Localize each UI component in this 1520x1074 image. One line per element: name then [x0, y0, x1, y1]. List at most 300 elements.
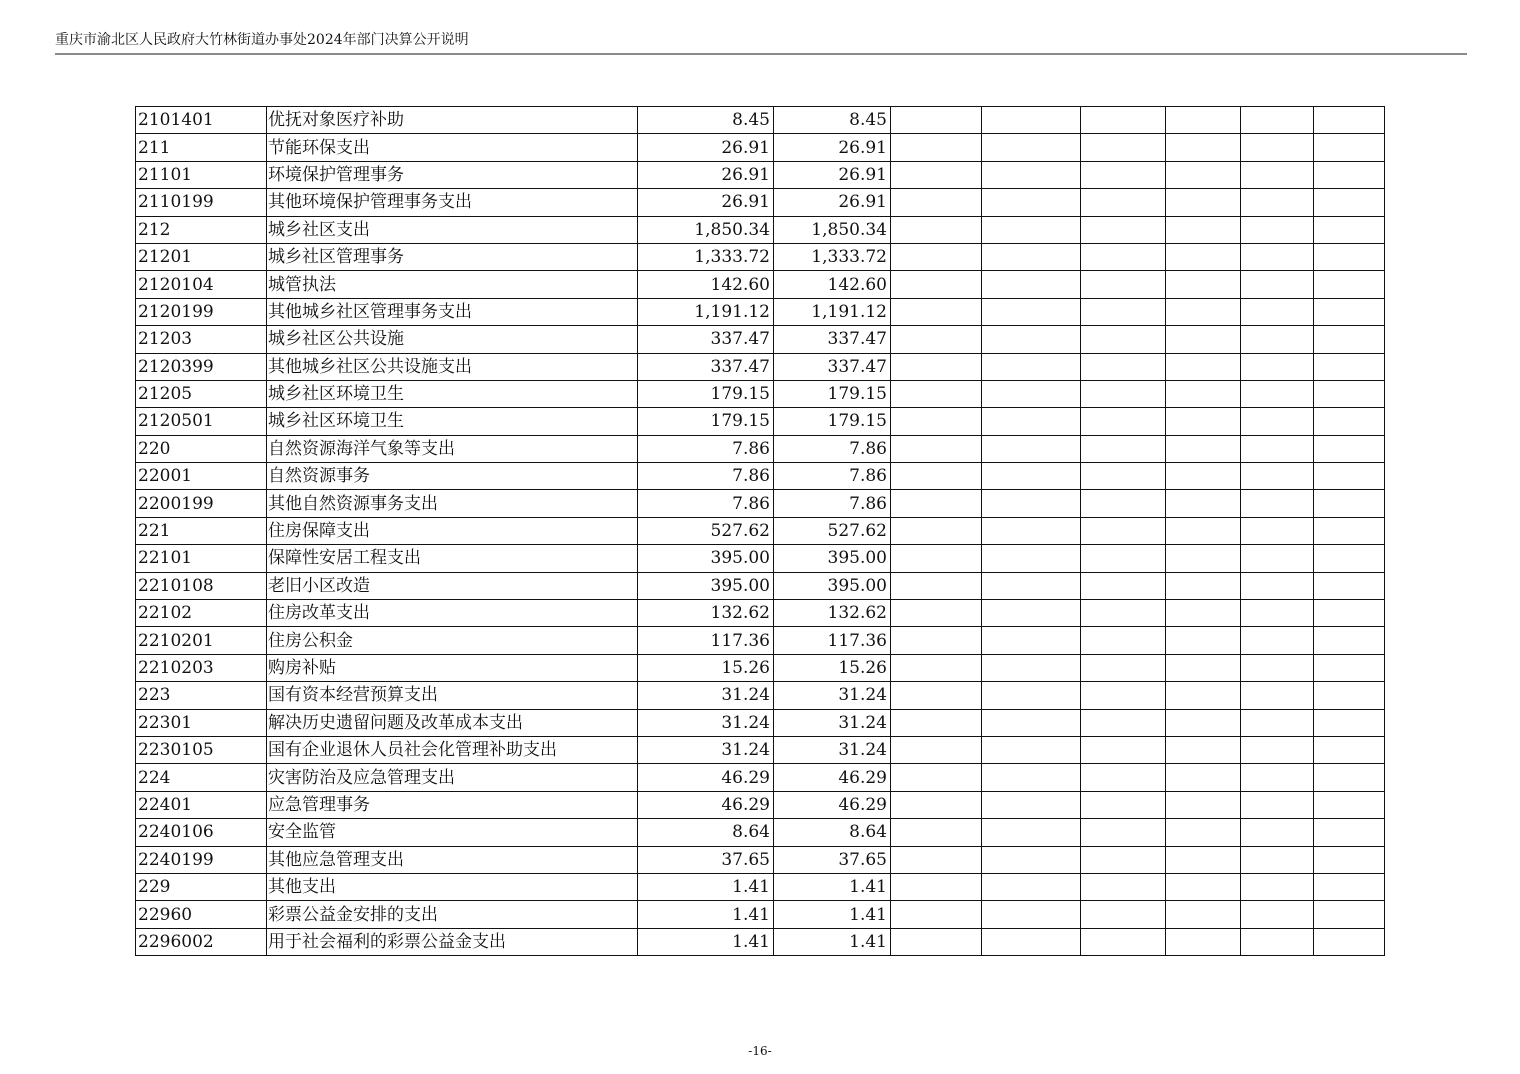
account-code-cell: 22101: [136, 545, 267, 572]
empty-cell: [1241, 517, 1314, 544]
basic-expenditure-cell: 132.62: [774, 600, 891, 627]
basic-expenditure-cell: 46.29: [774, 764, 891, 791]
total-expenditure-cell: 1.41: [638, 928, 774, 955]
basic-expenditure-cell: 8.64: [774, 819, 891, 846]
empty-cell: [1314, 463, 1385, 490]
total-expenditure-cell: 527.62: [638, 517, 774, 544]
account-code-cell: 2210201: [136, 627, 267, 654]
empty-cell: [891, 901, 982, 928]
empty-cell: [982, 928, 1081, 955]
basic-expenditure-cell: 1,850.34: [774, 216, 891, 243]
basic-expenditure-cell: 7.86: [774, 463, 891, 490]
basic-expenditure-cell: 1,191.12: [774, 298, 891, 325]
empty-cell: [1081, 901, 1166, 928]
account-name-cell: 其他应急管理支出: [267, 846, 638, 873]
basic-expenditure-cell: 527.62: [774, 517, 891, 544]
basic-expenditure-cell: 395.00: [774, 545, 891, 572]
empty-cell: [1241, 627, 1314, 654]
empty-cell: [1081, 161, 1166, 188]
account-code-cell: 2200199: [136, 490, 267, 517]
empty-cell: [1314, 846, 1385, 873]
empty-cell: [1314, 572, 1385, 599]
empty-cell: [1314, 791, 1385, 818]
empty-cell: [891, 545, 982, 572]
empty-cell: [1081, 819, 1166, 846]
account-name-cell: 解决历史遗留问题及改革成本支出: [267, 709, 638, 736]
empty-cell: [1241, 298, 1314, 325]
empty-cell: [982, 517, 1081, 544]
basic-expenditure-cell: 31.24: [774, 709, 891, 736]
account-name-cell: 用于社会福利的彩票公益金支出: [267, 928, 638, 955]
empty-cell: [1314, 243, 1385, 270]
basic-expenditure-cell: 395.00: [774, 572, 891, 599]
empty-cell: [1314, 736, 1385, 763]
empty-cell: [1081, 490, 1166, 517]
table-row: [136, 846, 1385, 873]
account-name-cell: 保障性安居工程支出: [267, 545, 638, 572]
account-name-cell: 城乡社区环境卫生: [267, 380, 638, 407]
table-row: [136, 134, 1385, 161]
empty-cell: [1314, 216, 1385, 243]
empty-cell: [1081, 435, 1166, 462]
account-code-cell: 21203: [136, 326, 267, 353]
empty-cell: [982, 627, 1081, 654]
account-name-cell: 其他城乡社区公共设施支出: [267, 353, 638, 380]
empty-cell: [1314, 326, 1385, 353]
empty-cell: [1314, 819, 1385, 846]
empty-cell: [891, 298, 982, 325]
table-row: [136, 463, 1385, 490]
empty-cell: [891, 243, 982, 270]
account-code-cell: 2120501: [136, 408, 267, 435]
empty-cell: [1081, 928, 1166, 955]
account-code-cell: 22102: [136, 600, 267, 627]
document-header-title: 重庆市渝北区人民政府大竹林街道办事处2024年部门决算公开说明: [55, 32, 469, 48]
total-expenditure-cell: 395.00: [638, 572, 774, 599]
empty-cell: [891, 517, 982, 544]
empty-cell: [1081, 627, 1166, 654]
empty-cell: [1166, 627, 1241, 654]
expenditure-table-body: [136, 107, 1385, 956]
account-code-cell: 22301: [136, 709, 267, 736]
empty-cell: [1241, 873, 1314, 900]
empty-cell: [982, 134, 1081, 161]
account-name-cell: 其他支出: [267, 873, 638, 900]
basic-expenditure-cell: 46.29: [774, 791, 891, 818]
account-name-cell: 节能环保支出: [267, 134, 638, 161]
total-expenditure-cell: 31.24: [638, 709, 774, 736]
empty-cell: [982, 107, 1081, 134]
empty-cell: [1241, 134, 1314, 161]
empty-cell: [1166, 243, 1241, 270]
empty-cell: [1081, 107, 1166, 134]
empty-cell: [982, 901, 1081, 928]
account-code-cell: 22960: [136, 901, 267, 928]
empty-cell: [1241, 380, 1314, 407]
empty-cell: [982, 764, 1081, 791]
empty-cell: [891, 408, 982, 435]
empty-cell: [1081, 216, 1166, 243]
account-code-cell: 2210203: [136, 654, 267, 681]
account-code-cell: 2230105: [136, 736, 267, 763]
empty-cell: [1241, 271, 1314, 298]
empty-cell: [1166, 791, 1241, 818]
total-expenditure-cell: 7.86: [638, 463, 774, 490]
empty-cell: [1241, 654, 1314, 681]
empty-cell: [1241, 107, 1314, 134]
empty-cell: [1314, 901, 1385, 928]
basic-expenditure-cell: 142.60: [774, 271, 891, 298]
table-row: [136, 709, 1385, 736]
table-row: [136, 545, 1385, 572]
basic-expenditure-cell: 26.91: [774, 134, 891, 161]
empty-cell: [982, 326, 1081, 353]
total-expenditure-cell: 26.91: [638, 161, 774, 188]
empty-cell: [1241, 709, 1314, 736]
empty-cell: [1166, 353, 1241, 380]
empty-cell: [891, 134, 982, 161]
empty-cell: [1241, 326, 1314, 353]
account-code-cell: 2240199: [136, 846, 267, 873]
total-expenditure-cell: 142.60: [638, 271, 774, 298]
empty-cell: [891, 736, 982, 763]
empty-cell: [1241, 764, 1314, 791]
account-name-cell: 住房保障支出: [267, 517, 638, 544]
table-row: [136, 764, 1385, 791]
basic-expenditure-cell: 1,333.72: [774, 243, 891, 270]
empty-cell: [1241, 463, 1314, 490]
empty-cell: [1314, 161, 1385, 188]
empty-cell: [1166, 600, 1241, 627]
empty-cell: [1081, 189, 1166, 216]
empty-cell: [1166, 380, 1241, 407]
empty-cell: [1081, 709, 1166, 736]
account-code-cell: 21201: [136, 243, 267, 270]
basic-expenditure-cell: 31.24: [774, 682, 891, 709]
empty-cell: [1166, 271, 1241, 298]
empty-cell: [982, 846, 1081, 873]
empty-cell: [1241, 161, 1314, 188]
empty-cell: [1314, 298, 1385, 325]
total-expenditure-cell: 337.47: [638, 326, 774, 353]
empty-cell: [1314, 764, 1385, 791]
account-code-cell: 2296002: [136, 928, 267, 955]
empty-cell: [1314, 380, 1385, 407]
empty-cell: [1166, 107, 1241, 134]
empty-cell: [1166, 463, 1241, 490]
empty-cell: [1314, 189, 1385, 216]
empty-cell: [891, 819, 982, 846]
basic-expenditure-cell: 7.86: [774, 435, 891, 462]
account-name-cell: 购房补贴: [267, 654, 638, 681]
basic-expenditure-cell: 7.86: [774, 490, 891, 517]
account-code-cell: 2120399: [136, 353, 267, 380]
empty-cell: [1241, 189, 1314, 216]
account-name-cell: 自然资源事务: [267, 463, 638, 490]
total-expenditure-cell: 132.62: [638, 600, 774, 627]
empty-cell: [982, 490, 1081, 517]
empty-cell: [1314, 545, 1385, 572]
total-expenditure-cell: 1,333.72: [638, 243, 774, 270]
account-code-cell: 22001: [136, 463, 267, 490]
empty-cell: [1241, 216, 1314, 243]
empty-cell: [891, 791, 982, 818]
empty-cell: [891, 764, 982, 791]
account-name-cell: 老旧小区改造: [267, 572, 638, 599]
empty-cell: [1166, 709, 1241, 736]
table-row: [136, 353, 1385, 380]
basic-expenditure-cell: 37.65: [774, 846, 891, 873]
total-expenditure-cell: 7.86: [638, 435, 774, 462]
basic-expenditure-cell: 26.91: [774, 161, 891, 188]
empty-cell: [1241, 490, 1314, 517]
empty-cell: [1081, 353, 1166, 380]
basic-expenditure-cell: 179.15: [774, 380, 891, 407]
account-name-cell: 城管执法: [267, 271, 638, 298]
account-code-cell: 220: [136, 435, 267, 462]
table-row: [136, 490, 1385, 517]
empty-cell: [1166, 189, 1241, 216]
account-code-cell: 2110199: [136, 189, 267, 216]
empty-cell: [1166, 408, 1241, 435]
empty-cell: [891, 435, 982, 462]
empty-cell: [982, 298, 1081, 325]
empty-cell: [891, 846, 982, 873]
empty-cell: [891, 216, 982, 243]
empty-cell: [1314, 353, 1385, 380]
empty-cell: [1166, 736, 1241, 763]
empty-cell: [1314, 435, 1385, 462]
account-name-cell: 国有企业退休人员社会化管理补助支出: [267, 736, 638, 763]
empty-cell: [982, 353, 1081, 380]
table-row: [136, 107, 1385, 134]
table-row: [136, 517, 1385, 544]
empty-cell: [1241, 819, 1314, 846]
account-name-cell: 城乡社区管理事务: [267, 243, 638, 270]
empty-cell: [1314, 107, 1385, 134]
empty-cell: [1166, 545, 1241, 572]
total-expenditure-cell: 179.15: [638, 380, 774, 407]
empty-cell: [891, 353, 982, 380]
account-code-cell: 21101: [136, 161, 267, 188]
empty-cell: [1081, 600, 1166, 627]
empty-cell: [982, 545, 1081, 572]
empty-cell: [1081, 654, 1166, 681]
account-name-cell: 城乡社区支出: [267, 216, 638, 243]
total-expenditure-cell: 31.24: [638, 682, 774, 709]
table-row: [136, 271, 1385, 298]
total-expenditure-cell: 46.29: [638, 764, 774, 791]
empty-cell: [891, 627, 982, 654]
empty-cell: [891, 271, 982, 298]
empty-cell: [1314, 134, 1385, 161]
empty-cell: [1081, 736, 1166, 763]
empty-cell: [1081, 243, 1166, 270]
empty-cell: [1166, 216, 1241, 243]
table-row: [136, 627, 1385, 654]
basic-expenditure-cell: 31.24: [774, 736, 891, 763]
total-expenditure-cell: 26.91: [638, 189, 774, 216]
empty-cell: [1081, 408, 1166, 435]
empty-cell: [1166, 654, 1241, 681]
total-expenditure-cell: 8.45: [638, 107, 774, 134]
account-code-cell: 2240106: [136, 819, 267, 846]
total-expenditure-cell: 337.47: [638, 353, 774, 380]
empty-cell: [1081, 846, 1166, 873]
empty-cell: [1081, 517, 1166, 544]
account-name-cell: 优抚对象医疗补助: [267, 107, 638, 134]
empty-cell: [1314, 490, 1385, 517]
empty-cell: [891, 873, 982, 900]
empty-cell: [1241, 736, 1314, 763]
account-name-cell: 城乡社区环境卫生: [267, 408, 638, 435]
table-row: [136, 326, 1385, 353]
header-divider: [55, 53, 1467, 55]
total-expenditure-cell: 26.91: [638, 134, 774, 161]
empty-cell: [1314, 682, 1385, 709]
basic-expenditure-cell: 337.47: [774, 353, 891, 380]
basic-expenditure-cell: 337.47: [774, 326, 891, 353]
account-name-cell: 城乡社区公共设施: [267, 326, 638, 353]
empty-cell: [1241, 682, 1314, 709]
empty-cell: [1081, 298, 1166, 325]
empty-cell: [891, 600, 982, 627]
empty-cell: [982, 243, 1081, 270]
total-expenditure-cell: 8.64: [638, 819, 774, 846]
account-code-cell: 223: [136, 682, 267, 709]
empty-cell: [891, 654, 982, 681]
empty-cell: [891, 161, 982, 188]
empty-cell: [1314, 271, 1385, 298]
table-row: [136, 572, 1385, 599]
empty-cell: [1314, 928, 1385, 955]
table-row: [136, 736, 1385, 763]
table-row: [136, 654, 1385, 681]
empty-cell: [982, 408, 1081, 435]
empty-cell: [982, 682, 1081, 709]
empty-cell: [891, 463, 982, 490]
table-row: [136, 873, 1385, 900]
total-expenditure-cell: 395.00: [638, 545, 774, 572]
account-code-cell: 22401: [136, 791, 267, 818]
total-expenditure-cell: 117.36: [638, 627, 774, 654]
empty-cell: [1241, 901, 1314, 928]
empty-cell: [982, 791, 1081, 818]
table-row: [136, 928, 1385, 955]
empty-cell: [891, 490, 982, 517]
account-code-cell: 2210108: [136, 572, 267, 599]
total-expenditure-cell: 7.86: [638, 490, 774, 517]
empty-cell: [1166, 682, 1241, 709]
total-expenditure-cell: 37.65: [638, 846, 774, 873]
account-name-cell: 安全监管: [267, 819, 638, 846]
empty-cell: [982, 271, 1081, 298]
account-code-cell: 229: [136, 873, 267, 900]
table-row: [136, 682, 1385, 709]
table-row: [136, 380, 1385, 407]
account-name-cell: 彩票公益金安排的支出: [267, 901, 638, 928]
account-code-cell: 212: [136, 216, 267, 243]
table-row: [136, 600, 1385, 627]
total-expenditure-cell: 1.41: [638, 873, 774, 900]
basic-expenditure-cell: 26.91: [774, 189, 891, 216]
page-number: -16-: [748, 1044, 772, 1058]
table-row: [136, 298, 1385, 325]
account-name-cell: 国有资本经营预算支出: [267, 682, 638, 709]
empty-cell: [1081, 572, 1166, 599]
empty-cell: [982, 736, 1081, 763]
empty-cell: [1081, 682, 1166, 709]
empty-cell: [982, 435, 1081, 462]
account-name-cell: 其他环境保护管理事务支出: [267, 189, 638, 216]
empty-cell: [1241, 435, 1314, 462]
empty-cell: [1081, 545, 1166, 572]
empty-cell: [982, 380, 1081, 407]
basic-expenditure-cell: 15.26: [774, 654, 891, 681]
total-expenditure-cell: 31.24: [638, 736, 774, 763]
empty-cell: [1166, 901, 1241, 928]
basic-expenditure-cell: 117.36: [774, 627, 891, 654]
empty-cell: [1166, 490, 1241, 517]
empty-cell: [1166, 517, 1241, 544]
empty-cell: [1166, 764, 1241, 791]
basic-expenditure-cell: 1.41: [774, 873, 891, 900]
total-expenditure-cell: 1,850.34: [638, 216, 774, 243]
empty-cell: [1241, 408, 1314, 435]
empty-cell: [1241, 846, 1314, 873]
account-name-cell: 自然资源海洋气象等支出: [267, 435, 638, 462]
account-name-cell: 灾害防治及应急管理支出: [267, 764, 638, 791]
basic-expenditure-cell: 1.41: [774, 928, 891, 955]
table-row: [136, 161, 1385, 188]
empty-cell: [1081, 271, 1166, 298]
account-code-cell: 2120199: [136, 298, 267, 325]
empty-cell: [982, 873, 1081, 900]
table-row: [136, 216, 1385, 243]
empty-cell: [982, 463, 1081, 490]
table-row: [136, 243, 1385, 270]
account-name-cell: 应急管理事务: [267, 791, 638, 818]
empty-cell: [1241, 243, 1314, 270]
empty-cell: [1081, 134, 1166, 161]
empty-cell: [1081, 764, 1166, 791]
basic-expenditure-cell: 179.15: [774, 408, 891, 435]
account-code-cell: 211: [136, 134, 267, 161]
empty-cell: [1241, 791, 1314, 818]
expenditure-table: [135, 106, 1385, 956]
account-code-cell: 21205: [136, 380, 267, 407]
empty-cell: [982, 572, 1081, 599]
empty-cell: [1314, 873, 1385, 900]
empty-cell: [982, 654, 1081, 681]
basic-expenditure-cell: 1.41: [774, 901, 891, 928]
empty-cell: [1081, 791, 1166, 818]
empty-cell: [891, 189, 982, 216]
empty-cell: [1166, 928, 1241, 955]
empty-cell: [1314, 709, 1385, 736]
empty-cell: [982, 600, 1081, 627]
empty-cell: [891, 682, 982, 709]
empty-cell: [1314, 627, 1385, 654]
empty-cell: [1166, 819, 1241, 846]
empty-cell: [1241, 545, 1314, 572]
total-expenditure-cell: 1.41: [638, 901, 774, 928]
empty-cell: [891, 326, 982, 353]
empty-cell: [1081, 380, 1166, 407]
empty-cell: [1166, 134, 1241, 161]
empty-cell: [982, 216, 1081, 243]
account-code-cell: 221: [136, 517, 267, 544]
